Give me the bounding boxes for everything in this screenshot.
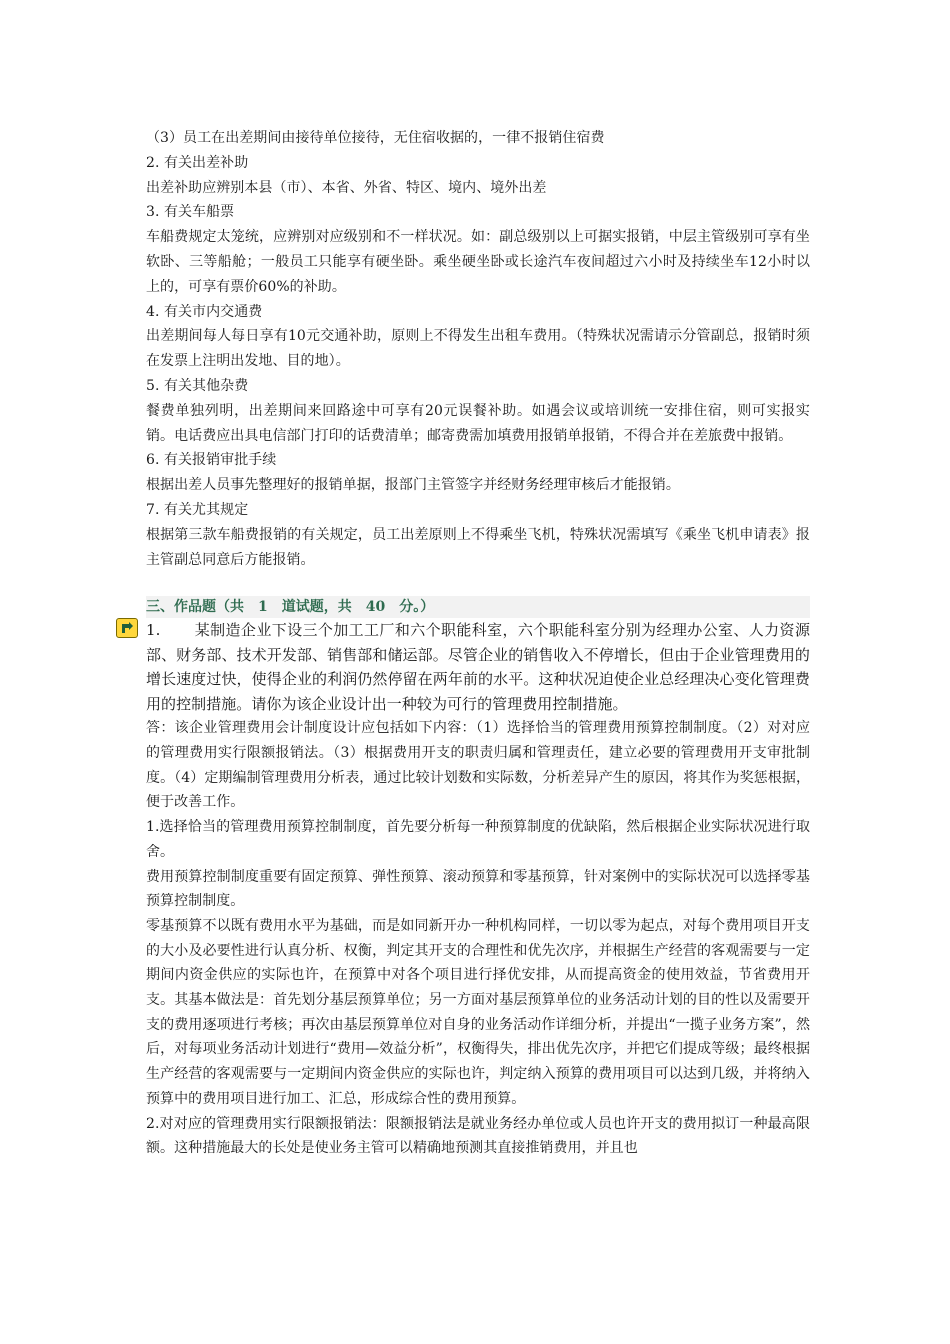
paragraph: 费用预算控制制度重要有固定预算、弹性预算、滚动预算和零基预算，针对案例中的实际状况可以选择零基预算控制制度。 <box>146 868 810 910</box>
answer-block <box>146 716 810 1161</box>
document-body <box>146 126 810 1161</box>
question-text: 某制造企业下设三个加工工厂和六个职能科室，六个职能科室分别为经理办公室、人力资源部、财务部、技术开发部、销售部和储运部。尽管企业的销售收入不停增长，但由于企业管理费用的增长速度过快，使得企业的利润仍然停留在两年前的水平。这种状况迫使企业总经理决心变化管理费用的控制措施。请你为该企业设计出一种较为可行的管理费用控制措施。 <box>146 621 810 713</box>
paragraph: 餐费单独列明，出差期间来回路途中可享有20元误餐补助。如遇会议或培训统一安排住宿，则可实报实销。电话费应出具电信部门打印的话费清单；邮寄费需加填费用报销单报销，不得合并在差旅费中报销。 <box>146 402 810 444</box>
heading-other-expenses: 5. 有关其他杂费 <box>146 377 249 394</box>
paragraph: 1.选择恰当的管理费用预算控制制度，首先要分析每一种预算制度的优缺陷，然后根据企业实际状况进行取舍。 <box>146 819 810 860</box>
paragraph: 2.对对应的管理费用实行限额报销法：限额报销法是就业务经办单位或人员也许开支的费用拟订一种最高限额。这种措施最大的长处是使业务主管可以精确地预测其直接推销费用，并且也 <box>146 1115 810 1157</box>
heading-local-transport: 4. 有关市内交通费 <box>146 303 263 320</box>
paragraph: 答：该企业管理费用会计制度设计应包括如下内容：（1）选择恰当的管理费用预算控制制度。（2）对对应的管理费用实行限额报销法。（3）根据费用开支的职责归属和管理责任，建立必要的管理费用开支审批制度。（4）定期编制管理费用分析表，通过比较计划数和实际数，分析差异产生的原因，将其作为奖惩根据，便于改善工作。 <box>146 720 810 811</box>
question-item <box>146 618 810 716</box>
paragraph: 出差期间每人每日享有10元交通补助，原则上不得发生出租车费用。（特殊状况需请示分管副总，报销时须在发票上注明出发地、目的地）。 <box>146 328 810 370</box>
paragraph: 根据第三款车船费报销的有关规定，员工出差原则上不得乘坐飞机，特殊状况需填写《乘坐飞机申请表》报主管副总同意后方能报销。 <box>146 526 810 568</box>
paragraph: 车船费规定太笼统，应辨别对应级别和不一样状况。如：副总级别以上可据实报销，中层主管级别可享有坐软卧、三等船舱；一般员工只能享有硬坐卧。乘坐硬坐卧或长途汽车夜间超过六小时及持续坐车12小时以上的，可享有票价60%的补助。 <box>146 229 810 295</box>
question-number: 1. <box>146 621 161 640</box>
heading-approval-process: 6. 有关报销审批手续 <box>146 452 277 469</box>
section-header: 三、作品题（共 1 道试题，共 40 分。） <box>146 596 810 618</box>
heading-ticket-fares: 3. 有关车船票 <box>146 204 235 221</box>
paragraph: 出差补助应辨别本县（市）、本省、外省、特区、境内、境外出差 <box>146 179 547 196</box>
heading-special-rules: 7. 有关尤其规定 <box>146 501 249 518</box>
paragraph: （3）员工在出差期间由接待单位接待，无住宿收据的，一律不报销住宿费 <box>146 130 605 146</box>
arrow-icon[interactable] <box>116 618 138 638</box>
paragraph: 零基预算不以既有费用水平为基础，而是如同新开办一种机构同样，一切以零为起点，对每个费用项目开支的大小及必要性进行认真分析、权衡，判定其开支的合理性和优先次序，并根据生产经营的客观需要与一定期间内资金供应的实际也许，在预算中对各个项目进行择优安排，从而提高资金的使用效益，节省费用开支。其基本做法是：首先划分基层预算单位；另一方面对基层预算单位的业务活动计划的目的性以及需要开支的费用逐项进行考核；再次由基层预算单位对自身的业务活动作详细分析，并提出“一揽子业务方案”，然后，对每项业务活动计划进行“费用—效益分析”，权衡得失，排出优先次序，并把它们提成等级；最终根据生产经营的客观需要与一定期间内资金供应的实际也许，判定纳入预算的费用项目可以达到几级，并将纳入预算中的费用项目进行加工、汇总，形成综合性的费用预算。 <box>146 917 810 1107</box>
heading-travel-allowance: 2. 有关出差补助 <box>146 154 249 171</box>
paragraph: 根据出差人员事先整理好的报销单据，报部门主管签字并经财务经理审核后才能报销。 <box>146 477 680 494</box>
